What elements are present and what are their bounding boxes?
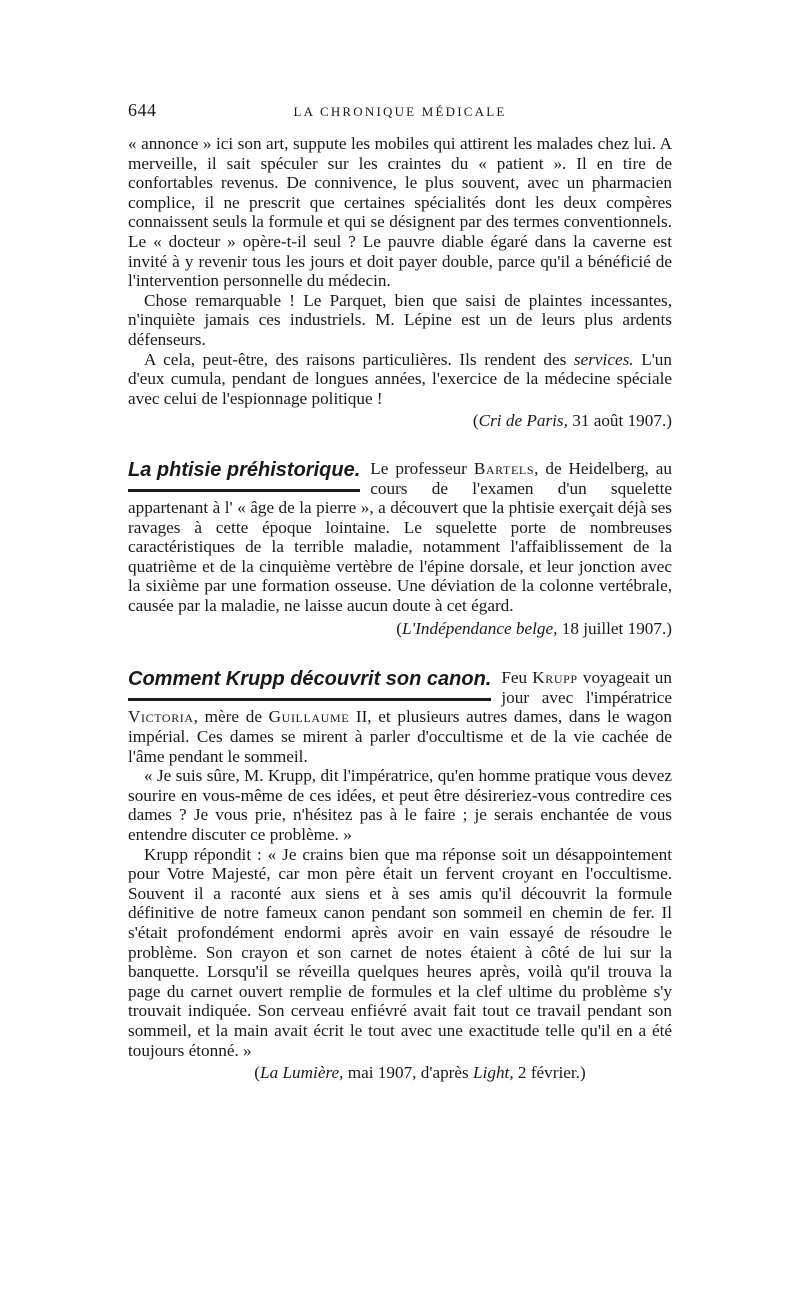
person-name: Krupp: [532, 668, 578, 688]
source-citation: (L'Indépendance belge, 18 juillet 1907.): [396, 618, 672, 638]
page-header: [128, 100, 672, 128]
article-heading: Comment Krupp découvrit son canon.: [128, 668, 491, 701]
source-citation: (La Lumière, mai 1907, d'après Light, 2 février.): [254, 1063, 586, 1083]
person-name: Guillaume: [268, 707, 350, 727]
page-number: 644: [128, 100, 157, 120]
paragraph: Le professeur Bartels, de Heidelberg, au cours de l'examen d'un squelette appartenant à l' « âge de la pierre », a découvert que la phtisie exerçait déjà ses ravages à cette époque lointaine. Le squelette porte de nombreuses caractéristiques de la terrible maladie, notamment l'affaiblissement de la quatrième et de la cinquième vertèbre de l'épine dorsale, et leur jonction avec la sixième par une formation osseuse. Une déviation de la colonne vertébrale, causée par la maladie, ne laisse aucun doute à cet égard.: [128, 458, 672, 616]
paragraph-emphasis: services.: [573, 349, 634, 369]
paragraph: « Je suis sûre, M. Krupp, dit l'impératrice, qu'en homme pratique vous devez sourire en vous-même de ces idées, et peut être désireriez-vous contredire ces dames ? Je vous prie, n'hésitez pas à le faire ; je serais enchantée de vous entendre discuter ce problème. »: [128, 766, 672, 844]
source-citation: (Cri de Paris, 31 août 1907.): [472, 411, 672, 431]
source-title: L'Indépendance belge,: [401, 618, 558, 638]
article-krupp: [128, 668, 672, 1082]
paragraph: Chose remarquable ! Le Parquet, bien que saisi de plaintes incessantes, n'inquiète jamais ces industriels. M. Lépine est un de leurs plus ardents défenseurs.: [128, 290, 672, 349]
source-title: Light,: [473, 1063, 514, 1083]
person-name: Victoria: [128, 707, 194, 727]
paragraph: Krupp répondit : « Je crains bien que ma réponse soit un désappointement pour Votre Majesté, car mon père était un fervent croyant en l'occultisme. Souvent il a raconté aux siens et à ses amis qu'il découvrit la formule définitive de notre fameux canon pendant son sommeil en chemin de fer. Il s'était profondément endormi après avoir en vain essayé de résoudre le problème. Son crayon et son carnet de notes étaient à côté de lui sur la banquette. Lorsqu'il se réveilla quelques heures après, voilà qu'il trouva la page du carnet ouvert remplie de formules et la clef ultime du problème s'y trouvait indiquée. Son cerveau enfiévré avait fait tout ce travail pendant son sommeil, et la main avait écrit le tout avec une exactitude telle qu'il en a été toujours étonné. »: [128, 844, 672, 1060]
paragraph: Feu Krupp voyageait un jour avec l'impératrice Victoria, mère de Guillaume II, et plusieurs autres dames, dans le wagon impérial. Ces dames se mirent à parler d'occultisme et de la vie cachée de l'âme pendant le sommeil.: [128, 668, 672, 766]
running-head: LA CHRONIQUE MÉDICALE: [293, 104, 507, 119]
article-phtisie: [128, 459, 672, 638]
person-name: Bartels: [473, 458, 535, 478]
paragraph: [128, 350, 672, 409]
paragraph-text: L'un d'eux cumula, pendant de longues années, l'exercice de la médecine spéciale avec celui de l'espionnage politique !: [128, 349, 672, 408]
paragraph: « annonce » ici son art, suppute les mobiles qui attirent les malades chez lui. A merveille, il sait spéculer sur les craintes du « patient ». Il en tire de confortables revenus. De connivence, le plus souvent, avec un pharmacien complice, il ne prescrit que certaines spécialités dont les deux compères connaissent seuls la formule et qui se désignent par des termes conventionnels. Le « docteur » opère-t-il seul ? Le pauvre diable égaré dans la caverne est invité à y revenir tous les jours et doit payer double, parce qu'il a bénéficié de l'intervention personnelle du médecin.: [128, 134, 672, 291]
paragraph-text: A cela, peut-être, des raisons particulières. Ils rendent des: [144, 349, 574, 369]
article-heading: La phtisie préhistorique.: [128, 459, 360, 492]
source-title: Cri de Paris,: [478, 411, 568, 431]
source-title: La Lumière,: [260, 1063, 344, 1083]
article-continuation: [128, 134, 672, 431]
